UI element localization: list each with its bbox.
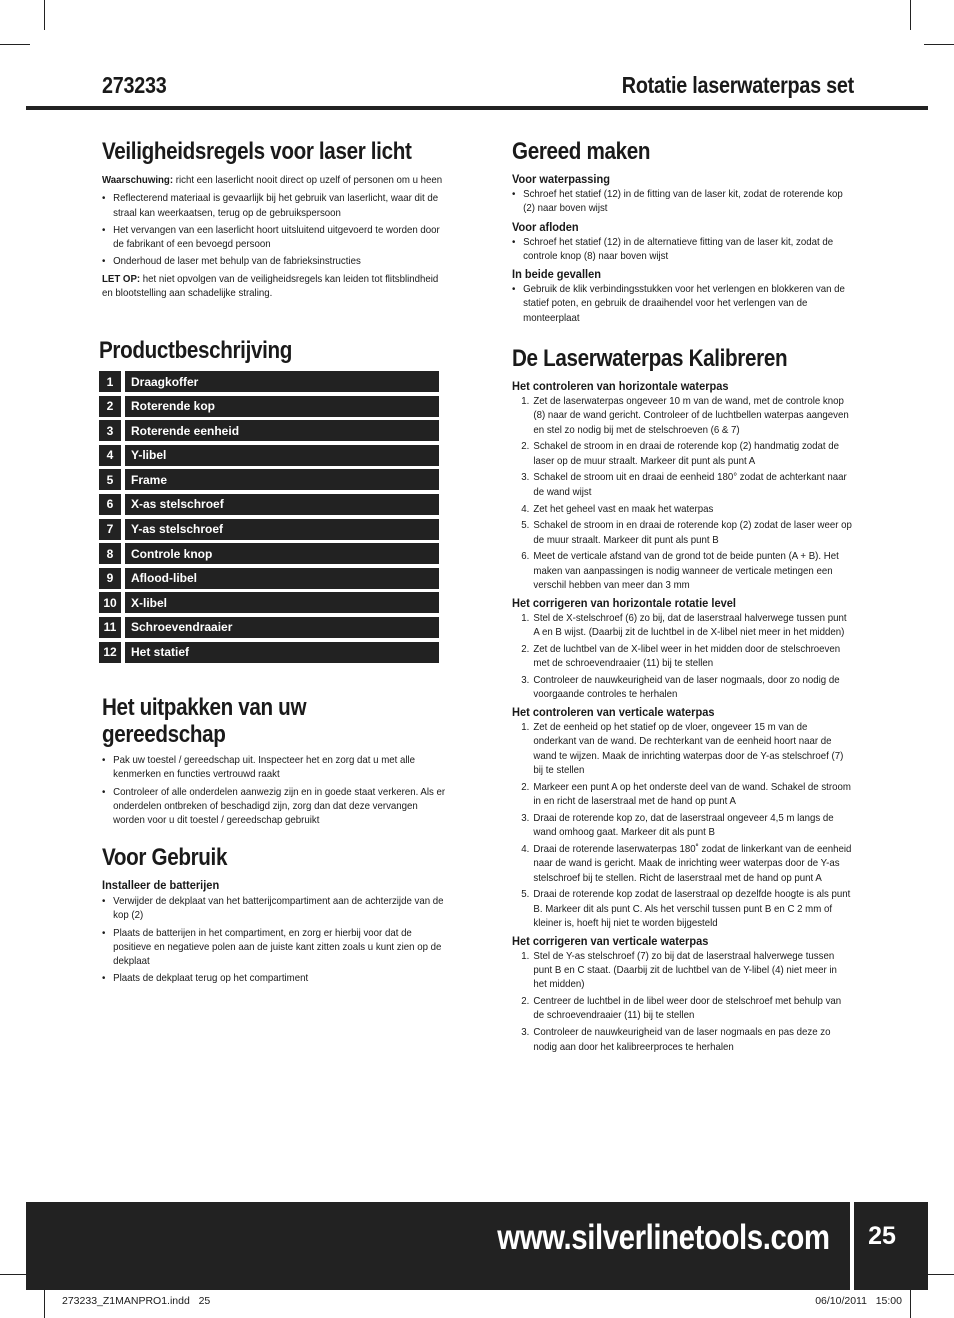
list-item: 1. Stel de X-stelschroef (6) zo bij, dat de laserstraal halverwege tussen punt A en B wijst. (Daarbij zit de luchtbel in de X-libel niet meer in het midden) bbox=[521, 612, 847, 639]
part-row: 5 Frame bbox=[99, 469, 439, 490]
crop-mark bbox=[910, 0, 911, 30]
list-item: • Controleer of alle onderdelen aanwezig zijn en in goede staat verkeren. Als er onderdelen ontbreken of beschadigd zijn, zorg dan dat deze vervangen worden voor u dit toestel / gereedschap gebruikt bbox=[102, 786, 446, 829]
list-item: 4. Zet het geheel vast en maak het waterpas bbox=[521, 503, 714, 515]
part-row: 8 Controle knop bbox=[99, 543, 439, 564]
part-row: 7 Y-as stelschroef bbox=[99, 519, 439, 540]
calibrate-subtitle: Het corrigeren van horizontale rotatie level bbox=[512, 595, 736, 610]
list-item: 2. Markeer een punt A op het onderste deel van de wand. Schakel de stroom in en richt de laserstraal met de hand op punt A bbox=[521, 781, 851, 808]
unpack-section bbox=[102, 694, 445, 831]
part-row: 6 X-as stelschroef bbox=[99, 494, 439, 515]
crop-mark bbox=[44, 1290, 45, 1318]
list-item: • Plaats de batterijen in het compartiment, en zorg er hierbij voor dat de positieve en negatieve polen aan de juiste kant zitten zoals u kunt zien op de dekplaat bbox=[102, 927, 446, 970]
prepare-subtitle: Voor afloden bbox=[512, 219, 579, 234]
crop-mark bbox=[0, 1274, 26, 1275]
parts-list bbox=[99, 371, 439, 666]
document-title: Rotatie laserwaterpas set bbox=[621, 72, 854, 98]
list-item: 3. Draai de roterende kop zo, dat de laserstraal ongeveer 4,5 m langs de wand omhoog gaat. Markeer dit als punt B bbox=[521, 812, 834, 839]
safety-list bbox=[102, 192, 446, 269]
product-code: 273233 bbox=[102, 72, 167, 98]
part-row: 2 Roterende kop bbox=[99, 396, 439, 417]
list-item: 5. Draai de roterende kop zodat de laserstraal op dezelfde hoogte is als punt B. Markeer dit als punt C. Als het verschil tussen punt B en C 2 mm of kleiner is, hoeft hij niet te worden bijgesteld bbox=[521, 889, 851, 929]
list-item: • Verwijder de dekplaat van het batterijcompartiment aan de achterzijde van de kop (2) bbox=[102, 895, 446, 924]
crop-mark bbox=[910, 1290, 911, 1318]
part-row: 3 Roterende eenheid bbox=[99, 420, 439, 441]
crop-mark bbox=[0, 44, 30, 45]
before-use-subtitle: Installeer de batterijen bbox=[102, 878, 220, 892]
slug-date: 06/10/2011 15:00 bbox=[815, 1295, 902, 1307]
calibrate-subtitle: Het corrigeren van verticale waterpas bbox=[512, 933, 709, 948]
list-item: • Onderhoud de laser met behulp van de fabrieksinstructies bbox=[102, 255, 446, 269]
page-number: 25 bbox=[868, 1222, 896, 1250]
list-item: • Plaats de dekplaat terug op het compartiment bbox=[102, 972, 446, 986]
list-item: 1. Zet de eenheid op het statief op de vloer, ongeveer 15 m van de onderkant van de wand. De rechterkant van de eenheid hoort naar de wand te wijzen. Maak de inrichting waterpas door de Y-as stelschroef (7) bij te stellen bbox=[521, 722, 844, 777]
website-link[interactable]: www.silverlinetools.com bbox=[497, 1218, 830, 1257]
list-item: 2. Zet de luchtbel van de X-libel weer in het midden door de stelschroeven met de schroevendraaier (11) bij te stellen bbox=[521, 643, 841, 670]
part-row: 4 Y-libel bbox=[99, 445, 439, 466]
list-item: 2. Centreer de luchtbel in de libel weer door de stelschroef met behulp van de schroevendraaier (11) bij te stellen bbox=[521, 996, 842, 1022]
part-row: 11 Schroevendraaier bbox=[99, 617, 439, 638]
list-item: 1. Zet de laserwaterpas ongeveer 10 m van de wand, met de controle knop (8) naar de wand gericht. Controleer of de luchtbellen waterpas aangeven en stel zo nodig bij met de stelschroeven (6 & 7) bbox=[521, 396, 849, 436]
list-item: 1. Stel de Y-as stelschroef (7) zo bij dat de laserstraal halverwege tussen punt B en C staat. (Daarbij zit de luchtbel van de Y-libel (4) niet meer in het midden) bbox=[521, 950, 837, 991]
warning-text: Waarschuwing: richt een laserlicht nooit direct op uzelf of personen om u heen bbox=[102, 175, 443, 186]
safety-section bbox=[102, 138, 445, 301]
list-item: 3. Controleer de nauwkeurigheid van de laser nogmaals, door zo nodig de voorgaande controles te herhalen bbox=[521, 675, 840, 701]
list-item: 2. Schakel de stroom in en draai de roterende kop (2) handmatig zodat de laser op de muur straalt. Markeer dit punt als punt A bbox=[521, 441, 840, 467]
list-item: • Reflecterend materiaal is gevaarlijk bij het gebruik van laserlicht, waar dit de straal kan weerkaatsen, terug op de gebruikspersoon bbox=[102, 192, 446, 221]
part-row: 9 Aflood-libel bbox=[99, 568, 439, 589]
before-use-section bbox=[102, 844, 445, 990]
list-item: • Gebruik de klik verbindingsstukken voor het verlengen en blokkeren van de statief poten, en gebruik de draaihendel voor het verlengen van de monteerplaat bbox=[512, 283, 852, 326]
calibrate-title: De Laserwaterpas Kalibreren bbox=[512, 345, 788, 372]
list-item: • Schroef het statief (12) in de fitting van de laser kit, zodat de roterende kop (2) naar boven wijst bbox=[512, 188, 852, 217]
list-item: • Pak uw toestel / gereedschap uit. Inspecteer het en zorg dat u met alle kenmerken en functies vertrouwd raakt bbox=[102, 754, 446, 783]
part-row: 1 Draagkoffer bbox=[99, 371, 439, 392]
list-item: 3. Controleer de nauwkeurigheid van de laser nogmaals en pas deze zo nodig aan door het kalibreerproces te herhalen bbox=[521, 1027, 831, 1053]
list-item: 4. Draai de roterende laserwaterpas 180˚ zodat de linkerkant van de eenheid naar de wand is gericht. Maak de inrichting weer waterpas door de Y-as stelschroef bij te stellen. Richt de laserstraal met de hand op punt A bbox=[521, 844, 852, 884]
calibrate-section bbox=[512, 345, 852, 1057]
crop-mark bbox=[928, 1274, 954, 1275]
list-item: • Schroef het statief (12) in de alternatieve fitting van de laser kit, zodat de controle knop (8) naar boven wijst bbox=[512, 236, 852, 265]
before-use-title: Voor Gebruik bbox=[102, 844, 228, 871]
header-rule bbox=[26, 106, 928, 110]
before-use-list bbox=[102, 895, 446, 987]
crop-mark bbox=[924, 44, 954, 45]
product-title: Productbeschrijving bbox=[99, 337, 293, 364]
list-item: 3. Schakel de stroom uit en draai de eenheid 180° zodat de achterkant naar de wand wijst bbox=[521, 472, 847, 498]
calibrate-subtitle: Het controleren van verticale waterpas bbox=[512, 705, 715, 720]
slug-filename: 273233_Z1MANPRO1.indd 25 bbox=[62, 1295, 211, 1307]
list-item: 6. Meet de verticale afstand van de grond tot de beide punten (A + B). Het maken van aanpassingen is nodig wanneer de verticale metingen een verschil hebben van meer dan 3 mm bbox=[521, 551, 839, 592]
note-text: LET OP: het niet opvolgen van de veiligheidsregels kan leiden tot flitsblindheid en blootstelling aan schadelijke straling. bbox=[102, 273, 439, 300]
crop-mark bbox=[44, 0, 45, 30]
prepare-title: Gereed maken bbox=[512, 138, 651, 165]
part-row: 12 Het statief bbox=[99, 642, 439, 663]
prepare-subtitle: Voor waterpassing bbox=[512, 172, 610, 186]
part-row: 10 X-libel bbox=[99, 592, 439, 613]
prepare-section bbox=[512, 138, 852, 329]
prepare-subtitle: In beide gevallen bbox=[512, 267, 601, 282]
list-item: • Het vervangen van een laserlicht hoort uitsluitend uitgevoerd te worden door de fabrikant of een bevoegd persoon bbox=[102, 224, 446, 253]
list-item: 5. Schakel de stroom in en draai de roterende kop (2) zodat de laser weer op de muur straalt. Markeer dit punt als punt B bbox=[521, 520, 852, 546]
safety-title: Veiligheidsregels voor laser licht bbox=[102, 138, 412, 165]
calibrate-subtitle: Het controleren van horizontale waterpas bbox=[512, 379, 729, 393]
unpack-title: Het uitpakken van uw gereedschap bbox=[102, 694, 307, 748]
unpack-list bbox=[102, 754, 446, 828]
